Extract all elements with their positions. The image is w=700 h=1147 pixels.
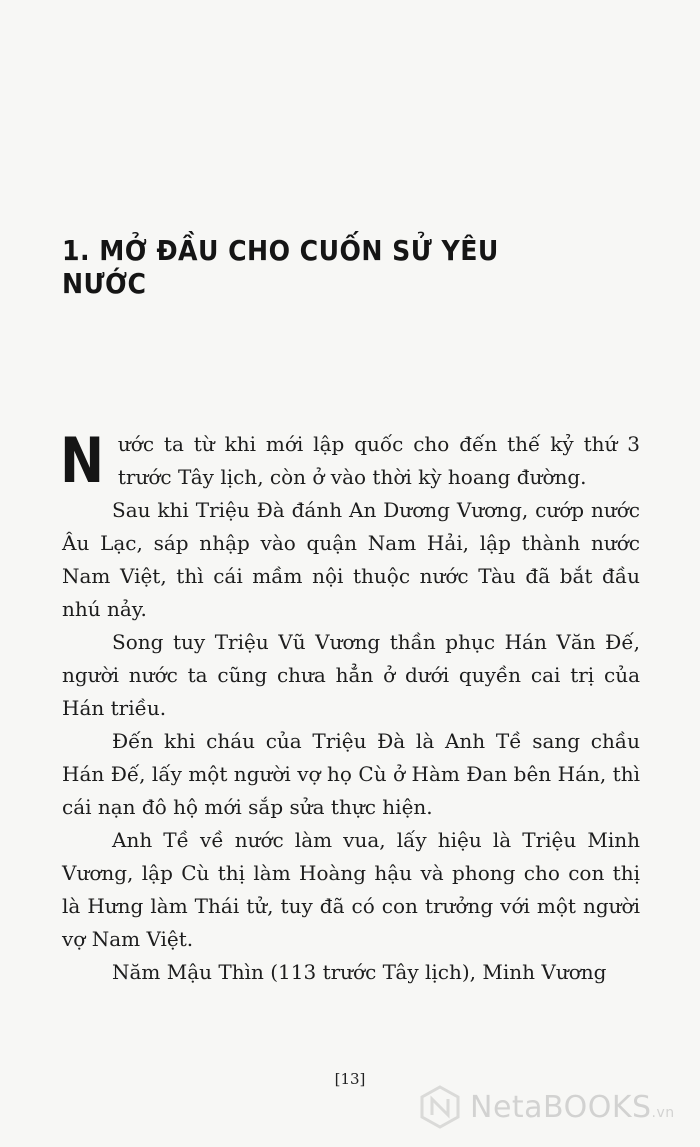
paragraph: Anh Tề về nước làm vua, lấy hiệu là Triệu Minh Vương, lập Cù thị làm Hoàng hậu và phong cho con thị là Hưng làm Thái tử, tuy đã có con trưởng với một người vợ Nam Việt. [62,828,640,951]
paragraph: Năm Mậu Thìn (113 trước Tây lịch), Minh Vương [112,960,607,984]
paragraph-text: ước ta từ khi mới lập quốc cho đến thế kỷ thứ 3 trước Tây lịch, còn ở vào thời kỳ hoang đường. [117,432,640,489]
netabooks-logo-icon [418,1085,462,1129]
watermark-text: NetaBOOKS.vn [470,1089,675,1125]
page-number: [13] [334,1070,366,1088]
paragraph: Song tuy Triệu Vũ Vương thần phục Hán Văn Đế, người nước ta cũng chưa hẳn ở dưới quyền cai trị của Hán triều. [62,630,640,720]
paragraph: Sau khi Triệu Đà đánh An Dương Vương, cướp nước Âu Lạc, sáp nhập vào quận Nam Hải, lập thành nước Nam Việt, thì cái mầm nội thuộc nước Tàu đã bắt đầu nhú nảy. [62,498,640,621]
paragraph: Đến khi cháu của Triệu Đà là Anh Tề sang chầu Hán Đế, lấy một người vợ họ Cù ở Hàm Đan bên Hán, thì cái nạn đô hộ mới sắp sửa thực hiện. [62,729,640,819]
paragraph [60,424,640,497]
watermark [418,1085,675,1129]
drop-cap: N [60,424,105,497]
body-text [60,424,640,989]
chapter-heading: 1. MỞ ĐẦU CHO CUỐN SỬ YÊU NƯỚC [62,234,499,300]
